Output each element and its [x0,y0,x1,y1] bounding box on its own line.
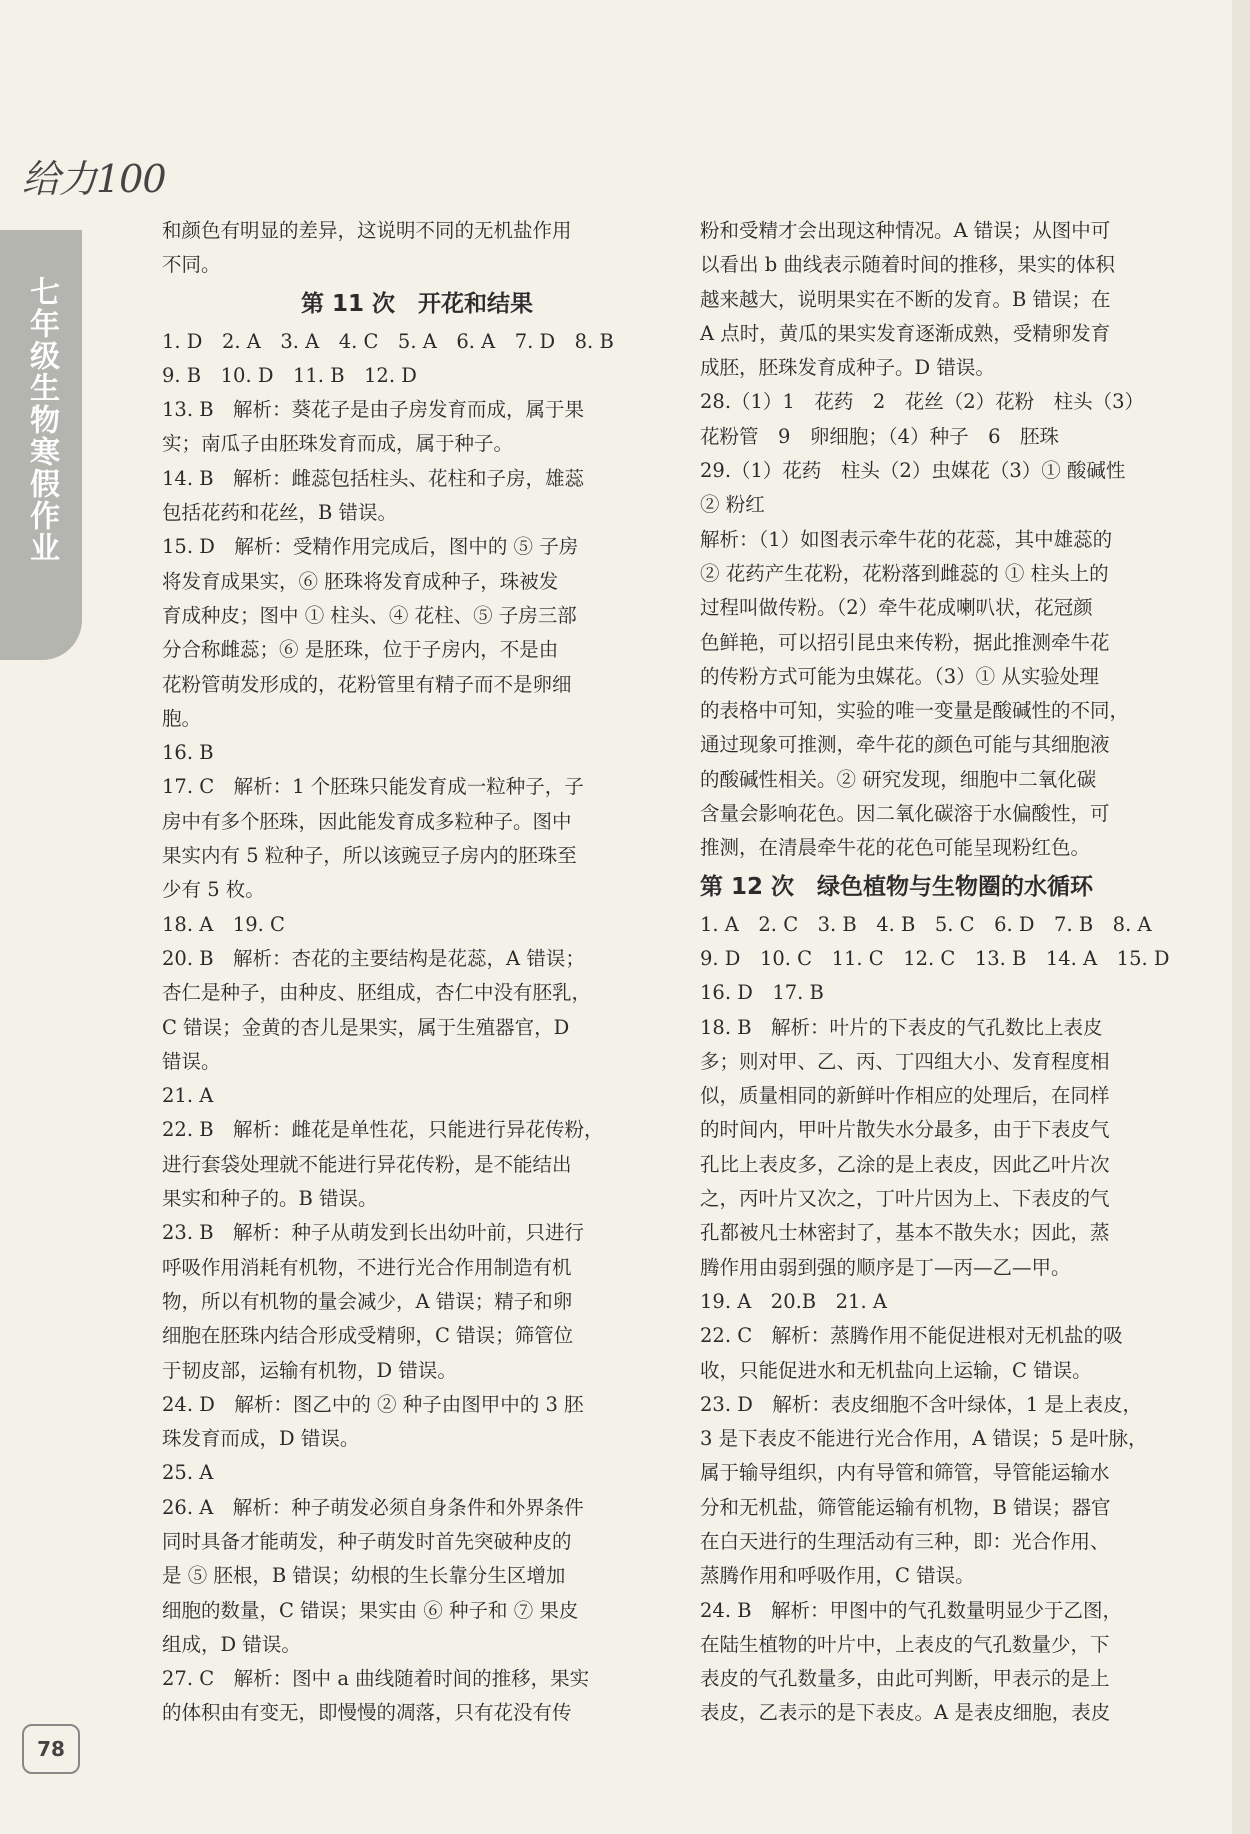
text-line: 少有 5 枚。 [162,878,265,902]
text-line: 17. C 解析：1 个胚珠只能发育成一粒种子，子 [162,775,584,799]
text-line: 13. B 解析：葵花子是由子房发育而成，属于果 [162,398,585,422]
text-line: 收，只能促进水和无机盐向上运输，C 错误。 [700,1358,1092,1382]
text-line: 分合称雌蕊；⑥ 是胚珠，位于子房内，不是由 [162,638,559,662]
text-line: 蒸腾作用和呼吸作用，C 错误。 [700,1564,975,1588]
text-line: 21. A [162,1084,214,1108]
right-column [700,214,1210,1731]
text-line: 成胚，胚珠发育成种子。D 错误。 [700,356,995,380]
text-line: A 点时，黄瓜的果实发育逐渐成熟，受精卵发育 [700,321,1111,345]
text-line: 错误。 [162,1049,221,1073]
text-line: 物，所以有机物的量会减少，A 错误；精子和卵 [162,1289,573,1313]
text-line: 不同。 [162,253,221,277]
text-line: 的表格中可知，实验的唯一变量是酸碱性的不同， [700,699,1130,723]
text-line: 26. A 解析：种子萌发必须自身条件和外界条件 [162,1495,584,1519]
text-line: 含量会影响花色。因二氧化碳溶于水偏酸性，可 [700,802,1110,826]
text-line: 花粉管萌发形成的，花粉管里有精子而不是卵细 [162,672,572,696]
text-line: 在白天进行的生理活动有三种，即：光合作用、 [700,1529,1110,1553]
text-line: 24. B 解析：甲图中的气孔数量明显少于乙图， [700,1598,1123,1622]
text-line: 9. D 10. C 11. C 12. C 13. B 14. A 15. D [700,946,1170,970]
text-line: ② 粉红 [700,493,765,517]
text-line: 孔比上表皮多，乙涂的是上表皮，因此乙叶片次 [700,1152,1110,1176]
text-line: 似，质量相同的新鲜叶作相应的处理后，在同样 [700,1084,1110,1108]
text-line: 27. C 解析：图中 a 曲线随着时间的推移，果实 [162,1667,590,1691]
text-line: 推测，在清晨牵牛花的花色可能呈现粉红色。 [700,836,1091,860]
section-title-11: 第 11 次 开花和结果 [300,290,534,317]
text-line: 之，丙叶片又次之，丁叶片因为上、下表皮的气 [700,1187,1110,1211]
text-line: 表皮，乙表示的是下表皮。A 是表皮细胞，表皮 [700,1701,1111,1725]
text-line: C 错误；金黄的杏儿是果实，属于生殖器官，D [162,1015,570,1039]
text-line: 进行套袋处理就不能进行异花传粉，是不能结出 [162,1152,572,1176]
text-line: 实；南瓜子由胚珠发育而成，属于种子。 [162,432,514,456]
text-line: 1. A 2. C 3. B 4. B 5. C 6. D 7. B 8. A [700,912,1152,936]
text-line: 和颜色有明显的差异，这说明不同的无机盐作用 [162,219,572,242]
text-line: 果实和种子的。B 错误。 [162,1187,378,1211]
text-line: 是 ⑤ 胚根，B 错误；幼根的生长靠分生区增加 [162,1564,566,1588]
text-line: 组成，D 错误。 [162,1632,301,1656]
right-lines-before [700,214,1210,866]
text-line: 育成种皮；图中 ① 柱头、④ 花柱、⑤ 子房三部 [162,603,577,627]
text-line: ② 花药产生花粉，花粉落到雌蕊的 ① 柱头上的 [700,561,1109,585]
text-line: 16. B [162,741,214,765]
text-line: 22. B 解析：雌花是单性花，只能进行异花传粉， [162,1118,604,1142]
text-line: 过程叫做传粉。（2）牵牛花成喇叭状，花冠颜 [700,596,1093,620]
left-column [162,214,672,1731]
text-line: 以看出 b 曲线表示随着时间的推移，果实的体积 [700,253,1115,277]
text-line: 表皮的气孔数量多，由此可判断，甲表示的是上 [700,1667,1110,1691]
text-line: 18. B 解析：叶片的下表皮的气孔数比上表皮 [700,1015,1103,1039]
text-line: 珠发育而成，D 错误。 [162,1427,360,1451]
text-line: 同时具备才能萌发，种子萌发时首先突破种皮的 [162,1529,572,1553]
text-line: 的酸碱性相关。② 研究发现，细胞中二氧化碳 [700,767,1097,791]
logo: 给力100 [22,157,166,201]
text-line: 粉和受精才会出现这种情况。A 错误；从图中可 [700,219,1111,242]
text-line: 14. B 解析：雌蕊包括柱头、花柱和子房，雄蕊 [162,466,585,490]
side-tab [0,230,82,660]
text-line: 果实内有 5 粒种子，所以该豌豆子房内的胚珠至 [162,844,577,868]
text-line: 分和无机盐，筛管能运输有机物，B 错误；器官 [700,1495,1111,1519]
section-title-12: 第 12 次 绿色植物与生物圈的水循环 [700,873,1094,900]
text-line: 胞。 [162,706,202,730]
text-line: 24. D 解析：图乙中的 ② 种子由图甲中的 3 胚 [162,1392,584,1416]
text-line: 色鲜艳，可以招引昆虫来传粉，据此推测牵牛花 [700,630,1110,654]
text-line: 在陆生植物的叶片中，上表皮的气孔数量少，下 [700,1632,1110,1656]
text-line: 23. D 解析：表皮细胞不含叶绿体，1 是上表皮， [700,1392,1142,1416]
text-line: 通过现象可推测，牵牛花的颜色可能与其细胞液 [700,733,1110,757]
text-line: 3 是下表皮不能进行光合作用，A 错误；5 是叶脉， [700,1427,1148,1451]
text-line: 18. A 19. C [162,912,285,936]
text-line: 孔都被凡士林密封了，基本不散失水；因此，蒸 [700,1221,1110,1245]
left-lines-before [162,214,672,283]
text-line: 的时间内，甲叶片散失水分最多，由于下表皮气 [700,1118,1110,1142]
text-line: 花粉管 9 卵细胞；（4）种子 6 胚珠 [700,424,1059,448]
text-line: 呼吸作用消耗有机物，不进行光合作用制造有机 [162,1255,572,1279]
text-line: 16. D 17. B [700,981,824,1005]
text-line: 越来越大，说明果实在不断的发育。B 错误；在 [700,287,1111,311]
text-line: 23. B 解析：种子从萌发到长出幼叶前，只进行 [162,1221,585,1245]
text-line: 包括花药和花丝，B 错误。 [162,501,398,525]
text-line: 属于输导组织，内有导管和筛管，导管能运输水 [700,1461,1110,1485]
text-line: 的传粉方式可能为虫媒花。（3）① 从实验处理 [700,664,1099,688]
text-line: 将发育成果实，⑥ 胚珠将发育成种子，珠被发 [162,569,559,593]
right-lines [700,908,1210,1731]
left-lines [162,325,672,1731]
text-line: 细胞的数量，C 错误；果实由 ⑥ 种子和 ⑦ 果皮 [162,1598,579,1622]
text-line: 9. B 10. D 11. B 12. D [162,363,417,387]
text-line: 15. D 解析：受精作用完成后，图中的 ⑤ 子房 [162,535,579,559]
text-line: 22. C 解析：蒸腾作用不能促进根对无机盐的吸 [700,1324,1123,1348]
text-line: 28.（1）1 花药 2 花丝（2）花粉 柱头（3） [700,390,1145,414]
text-line: 多；则对甲、乙、丙、丁四组大小、发育程度相 [700,1049,1110,1073]
page-number: 78 [22,1724,80,1774]
text-line: 细胞在胚珠内结合形成受精卵，C 错误；筛管位 [162,1324,574,1348]
text-line: 19. A 20.B 21. A [700,1289,887,1313]
text-line: 25. A [162,1461,214,1485]
text-line: 解析：（1）如图表示牵牛花的花蕊，其中雄蕊的 [700,527,1113,551]
text-line: 的体积由有变无，即慢慢的凋落，只有花没有传 [162,1701,572,1725]
text-line: 腾作用由弱到强的顺序是丁—丙—乙—甲。 [700,1255,1071,1279]
text-line: 于韧皮部，运输有机物，D 错误。 [162,1358,457,1382]
text-line: 1. D 2. A 3. A 4. C 5. A 6. A 7. D 8. B [162,329,614,353]
text-line: 20. B 解析：杏花的主要结构是花蕊，A 错误； [162,946,585,970]
text-line: 房中有多个胚珠，因此能发育成多粒种子。图中 [162,809,572,833]
side-label: 七年级生物寒假作业 [24,276,59,564]
text-line: 29.（1）花药 柱头（2）虫媒花（3）① 酸碱性 [700,459,1126,483]
text-line: 杏仁是种子，由种皮、胚组成，杏仁中没有胚乳， [162,981,592,1005]
